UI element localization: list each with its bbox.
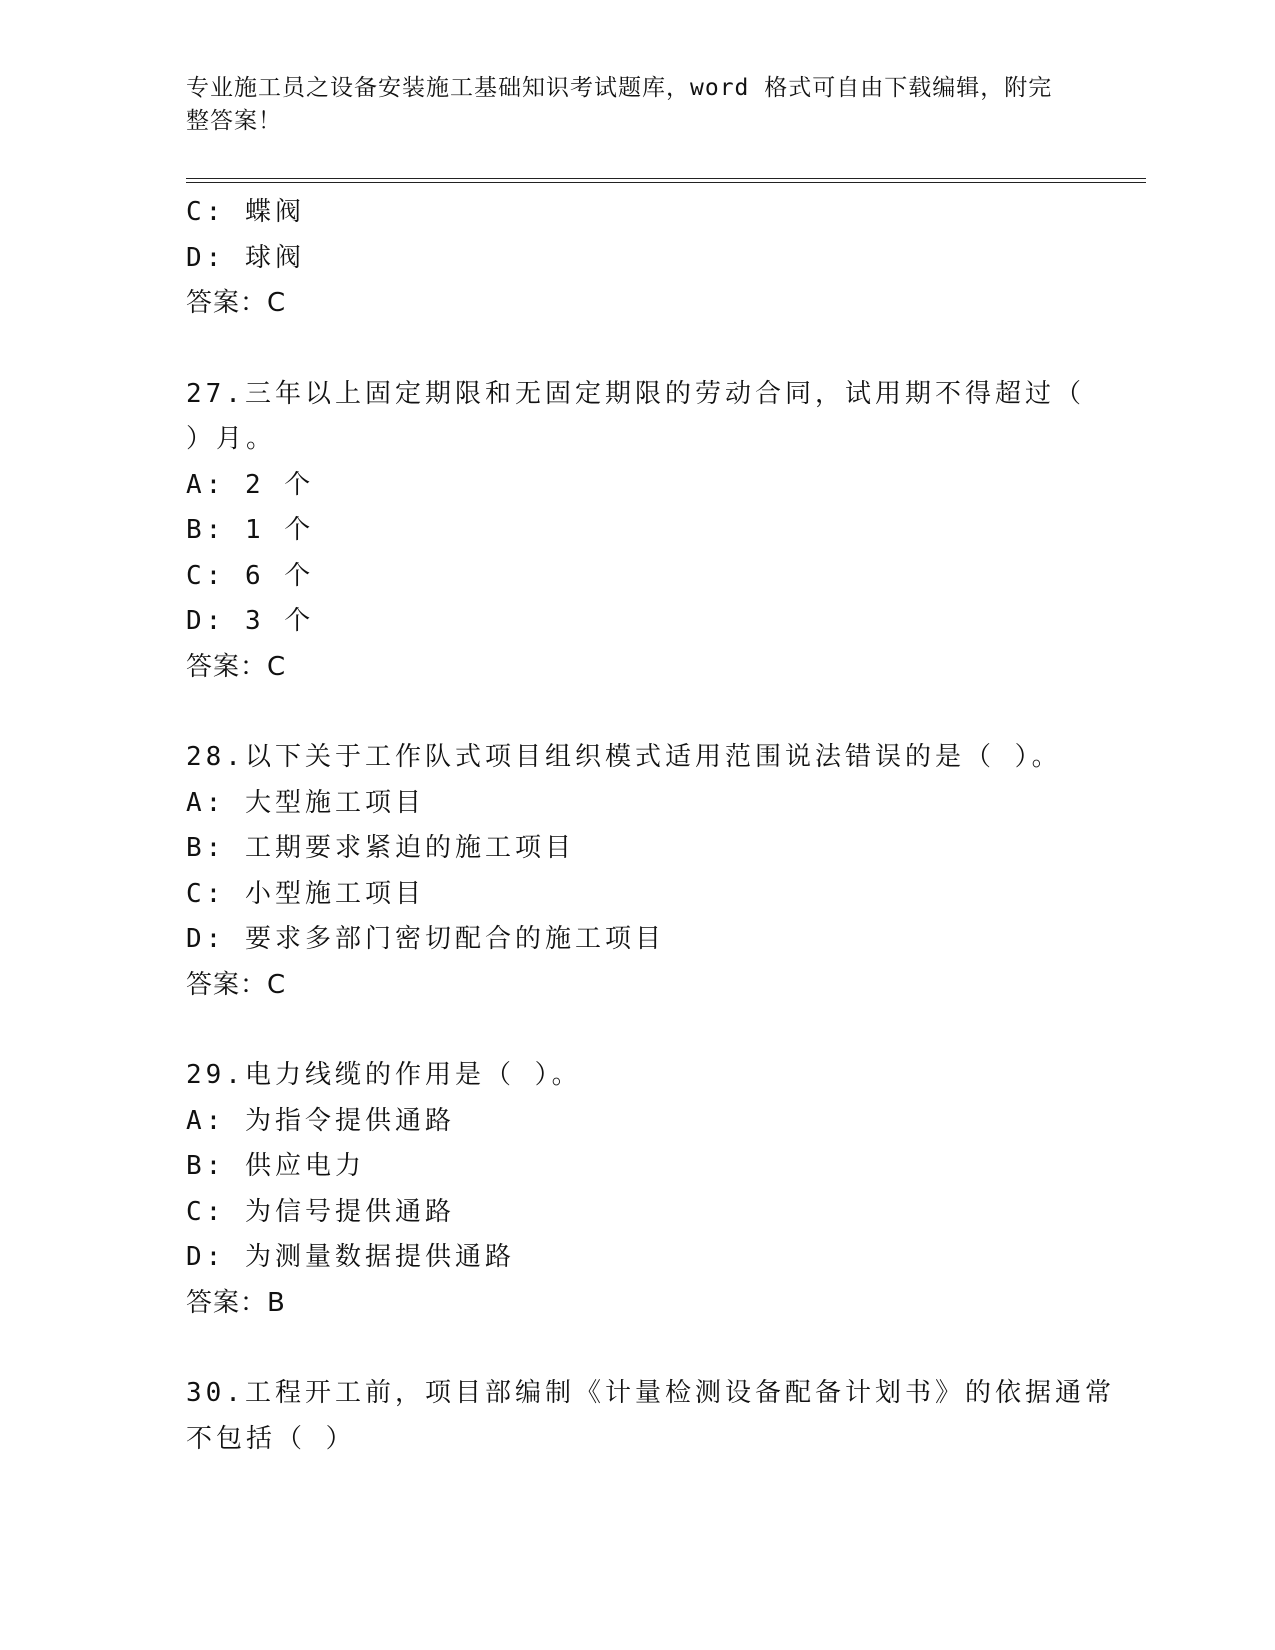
document-header bbox=[186, 72, 1066, 138]
question-stem-continued: 不包括（ ） bbox=[186, 1423, 356, 1454]
option-a: A: 2 个 bbox=[186, 469, 315, 500]
answer-line: 答案：C bbox=[186, 288, 287, 318]
spacer bbox=[186, 690, 1086, 735]
option-b: B: 1 个 bbox=[186, 515, 315, 545]
option-c: C: 6 个 bbox=[186, 560, 315, 591]
question-28 bbox=[186, 735, 1086, 1008]
option-c: C: 为信号提供通路 bbox=[186, 1196, 455, 1227]
option-b: B: 工期要求紧迫的施工项目 bbox=[186, 833, 575, 863]
spacer bbox=[186, 1326, 1086, 1371]
question-stem: 28.以下关于工作队式项目组织模式适用范围说法错误的是（ ）。 bbox=[186, 742, 1062, 772]
header-divider-top bbox=[186, 178, 1146, 179]
question-stem: 27.三年以上固定期限和无固定期限的劳动合同，试用期不得超过（ bbox=[186, 378, 1085, 409]
spacer bbox=[186, 327, 1086, 372]
option-c: C: 小型施工项目 bbox=[186, 878, 425, 909]
question-list bbox=[186, 190, 1115, 1462]
option-c: C: 蝶阀 bbox=[186, 197, 305, 227]
option-a: A: 大型施工项目 bbox=[186, 787, 425, 818]
answer-line: 答案：C bbox=[186, 969, 287, 1000]
question-27 bbox=[186, 372, 1086, 691]
question-29 bbox=[186, 1053, 1086, 1326]
option-d: D: 球阀 bbox=[186, 242, 305, 273]
option-b: B: 供应电力 bbox=[186, 1151, 365, 1181]
question-stem: 29.电力线缆的作用是（ ）。 bbox=[186, 1060, 582, 1090]
question-30 bbox=[186, 1371, 1115, 1462]
option-d: D: 要求多部门密切配合的施工项目 bbox=[186, 924, 665, 954]
header-divider-bottom bbox=[186, 182, 1146, 183]
answer-line: 答案：C bbox=[186, 651, 287, 682]
header-line-2: 整答案！ bbox=[186, 108, 282, 134]
question-stem-continued: ）月。 bbox=[186, 424, 277, 454]
option-a: A: 为指令提供通路 bbox=[186, 1105, 455, 1136]
header-line-1: 专业施工员之设备安装施工基础知识考试题库，word 格式可自由下载编辑，附完 bbox=[186, 75, 1053, 101]
answer-line: 答案：B bbox=[186, 1287, 286, 1318]
option-d: D: 为测量数据提供通路 bbox=[186, 1242, 515, 1272]
option-d: D: 3 个 bbox=[186, 606, 315, 636]
spacer bbox=[186, 1008, 1086, 1053]
question-stem: 30.工程开工前，项目部编制《计量检测设备配备计划书》的依据通常 bbox=[186, 1378, 1115, 1408]
